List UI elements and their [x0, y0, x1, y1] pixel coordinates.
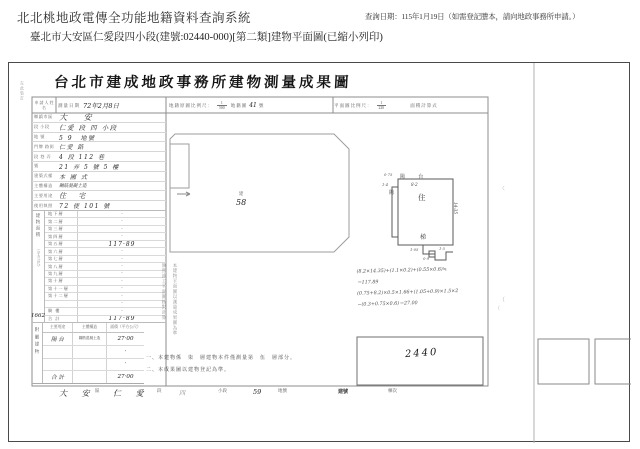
floor-area-row	[45, 211, 166, 218]
annex-structure	[73, 359, 107, 371]
strip-building-label: 棟次	[388, 388, 397, 393]
vertical-notes	[159, 263, 181, 347]
floor-area-table	[32, 210, 166, 323]
strip-lot-label: 地號	[278, 388, 287, 393]
floor-label: 第五層	[45, 241, 78, 247]
floor-label	[45, 301, 78, 307]
scan-preview	[8, 62, 630, 442]
annex-row	[43, 346, 144, 359]
floor-area-row	[45, 301, 166, 308]
floor-area-row	[45, 218, 166, 225]
floor-area-value: ·	[121, 286, 123, 292]
field-label: 主要用途	[34, 192, 53, 198]
annex-use: 陽 台	[43, 333, 73, 345]
floor-label: 第四層	[45, 233, 78, 239]
field-value: 仁愛 段 四 小段	[59, 123, 118, 132]
map-sheet-label: 地籍圖	[230, 102, 248, 108]
binding-mark: 在此裝訂	[20, 81, 25, 101]
formula-line: (0.75+8.2)×0.5×1.66+(1.05+0.9)×1.5×2	[357, 289, 459, 297]
footnote-line: 一、本建物係 柒 層建物本件僅測量第 伍 層部分。	[146, 356, 297, 361]
annex-row	[43, 359, 144, 372]
bottom-strip	[9, 385, 631, 399]
floor-area-value: ·	[121, 256, 123, 262]
field-value: 5 9 地號	[59, 134, 96, 142]
dim-top-left-1: 0·75	[384, 172, 393, 177]
map-sheet-unit: 號	[258, 102, 265, 108]
stair-label: 梯	[420, 235, 427, 241]
site-lot-number: 58	[236, 198, 247, 207]
floor-label: 合 計	[45, 316, 78, 322]
field-row	[32, 152, 166, 162]
floor-label: 第六層	[45, 248, 78, 254]
floor-area-value: ·	[121, 219, 123, 225]
floor-area-value: ·	[121, 293, 123, 299]
annex-structure	[73, 371, 107, 383]
floor-label: 第二層	[45, 218, 78, 224]
floor-area-row	[45, 308, 166, 315]
annex-header-structure: 主體構造	[73, 323, 107, 332]
field-value: 鋼筋混凝土造	[59, 183, 87, 189]
unit-label: 住	[418, 193, 426, 202]
area-formulas	[356, 266, 489, 309]
stray-mark-3: （	[495, 307, 501, 312]
form-title: 台北市建成地政事務所建物測量成果圖	[53, 75, 352, 91]
floor-label: 第九層	[45, 271, 78, 277]
site-plan-outline	[170, 134, 349, 252]
floor-area-value: 117·89	[108, 240, 136, 248]
formula-line: −(0.3+0.75×0.6)＝27.00	[357, 301, 418, 308]
applicant-label: 申請人姓名	[34, 100, 55, 110]
balcony-left-label: 陽	[389, 191, 395, 196]
stray-mark-1: く	[501, 187, 507, 192]
floor-area-row	[45, 278, 166, 285]
field-label: 鄉鎮市區	[34, 114, 53, 120]
annex-header-row	[43, 323, 144, 333]
site-lot-prefix: 建	[238, 191, 244, 196]
field-row	[32, 191, 166, 201]
floor-area-row	[45, 226, 166, 233]
dim-top-left-2: 1·4	[382, 182, 389, 187]
formula-line: (8.2×14.35)+(1.1×0.2)+(0.55×0.6)≒	[356, 267, 447, 275]
footnotes	[146, 354, 346, 378]
annex-use	[43, 359, 73, 371]
floor-area-unit-label: （平方公尺）	[37, 247, 41, 269]
app-title: 北北桃地政電傳全功能地籍資料查詢系統	[17, 11, 252, 25]
field-value: 大 安	[59, 113, 99, 122]
cadastral-scale-label: 地籍原圖比例尺：	[169, 102, 213, 108]
building-serial-number: 2440	[404, 346, 439, 361]
vertical-note-line: 本建物平面圖以測量成果圖為準	[173, 263, 178, 336]
floor-area-row	[45, 316, 166, 322]
field-label: 地 號	[34, 133, 45, 139]
serial-box	[357, 337, 483, 385]
plan-scale-fraction: $\frac{1}{220}$	[378, 100, 385, 110]
field-label: 建築式樣	[34, 173, 53, 179]
field-value: 仁愛 路	[59, 144, 85, 152]
field-label: 主體構造	[34, 182, 53, 188]
annex-row	[43, 371, 144, 383]
annex-use: 合 計	[43, 371, 73, 383]
strip-subsection-label: 小段	[218, 388, 227, 393]
balcony-label: 陽 台	[400, 175, 430, 180]
site-lot-label	[236, 190, 246, 206]
floor-area-row	[45, 286, 166, 293]
strip-subsection-value: 四	[179, 390, 186, 397]
field-row	[32, 123, 166, 133]
field-row	[32, 133, 166, 143]
floor-area-row	[45, 271, 166, 278]
field-row	[32, 162, 166, 172]
map-sheet-number: 41	[249, 102, 257, 109]
case-number: 1662	[31, 313, 45, 319]
field-label: 段 巷 弄	[34, 153, 52, 159]
floor-area-side-label: 建物面積	[36, 213, 41, 239]
plan-scale-cell	[334, 98, 488, 113]
floor-area-value: ·	[121, 271, 123, 277]
floor-area-side-strip	[32, 211, 45, 322]
vertical-note-line: 執照竣工平面圖核對計算	[162, 263, 167, 321]
floor-label: 第十二層	[45, 293, 78, 299]
floor-area-value: ·	[121, 308, 123, 314]
field-label: 門牌 路街	[34, 143, 55, 149]
annex-area: ·	[124, 361, 127, 368]
blank-box-2	[595, 339, 631, 384]
floor-area-row	[45, 293, 166, 300]
dim-notch-1: 1·05	[410, 247, 419, 252]
field-label: 段 小段	[34, 124, 50, 130]
field-value: 本 國 式	[59, 173, 89, 181]
floor-area-row	[45, 256, 166, 263]
annex-header-area: 面積（平方公尺）	[110, 325, 141, 329]
floor-label: 第十一層	[45, 286, 78, 292]
cadastral-scale-fraction: $\frac{1}{500}$	[219, 100, 225, 110]
annex-structure	[73, 346, 107, 358]
annex-area: ·	[124, 348, 127, 355]
annex-structure: 鋼筋混凝土造	[73, 333, 107, 345]
floor-label: 第十層	[45, 278, 78, 284]
floor-area-row	[45, 263, 166, 270]
floor-area-value: ·	[121, 264, 123, 270]
area-formula-label: 面積計算式	[410, 102, 438, 108]
field-row	[32, 142, 166, 152]
dim-notch-2: 0·9	[423, 256, 430, 261]
field-row	[32, 201, 166, 210]
strip-serial-label: 建號	[338, 390, 349, 395]
strip-district-label: 區	[95, 388, 100, 393]
floor-area-value: ·	[121, 211, 123, 217]
building-fields	[32, 113, 166, 210]
floor-label: 騎 樓	[45, 308, 78, 314]
floor-area-row	[45, 248, 166, 255]
floor-area-value: ·	[121, 301, 123, 307]
dim-top: 8·2	[411, 182, 418, 187]
strip-section-label: 段	[157, 388, 162, 393]
blank-box-1	[538, 339, 589, 384]
doc-subtitle: 臺北市大安區仁愛段四小段(建號:02440-000)[第二類]建物平面圖(已縮小列印)	[30, 32, 383, 43]
floor-label: 地下層	[45, 211, 78, 217]
stray-mark-2: （	[499, 298, 506, 304]
dim-right: 14·35	[453, 202, 458, 214]
field-value: 21 弄 5 號 5 樓	[59, 163, 120, 171]
plan-scale-label: 平面圖比例尺：	[334, 102, 373, 108]
floor-label: 第七層	[45, 256, 78, 262]
floor-area-value: 117·89	[108, 315, 136, 323]
annex-use	[43, 346, 73, 358]
floor-area-value: ·	[121, 226, 123, 232]
annex-area: 27·00	[117, 335, 134, 342]
query-date: 查詢日期：115年1月19日（如需登記謄本，請向地政事務所申請。）	[365, 12, 580, 21]
floor-area-row	[45, 241, 166, 248]
footnote-line: 二、本成果圖以建物登記為準。	[146, 368, 231, 373]
annex-side-label: 附屬建物	[35, 327, 40, 357]
field-label: 使用執照	[34, 202, 53, 208]
survey-date-cell	[58, 98, 166, 113]
survey-date-value: 72年2月8日	[83, 102, 120, 110]
annex-table	[32, 323, 144, 384]
cadastral-scale-cell	[169, 98, 333, 113]
annex-row	[43, 333, 144, 346]
dim-notch-3: 1·5	[439, 246, 446, 251]
strip-section-value: 仁 愛	[113, 389, 150, 398]
floor-label: 第三層	[45, 226, 78, 232]
field-row	[32, 113, 166, 123]
strip-district-value: 大 安	[59, 389, 96, 398]
annex-area: 27·00	[117, 374, 134, 381]
field-value: 72 使 101 號	[59, 203, 111, 210]
annex-header-use: 主要用途	[43, 323, 73, 332]
floor-area-value: ·	[121, 234, 123, 240]
field-row	[32, 172, 166, 182]
annex-side-strip	[32, 323, 43, 383]
field-row	[32, 182, 166, 192]
survey-date-label: 測量日期	[58, 102, 80, 108]
formula-line: ＝117.89	[356, 280, 379, 286]
floor-area-row	[45, 233, 166, 240]
field-value: 住 宅	[59, 191, 91, 200]
floor-area-value: ·	[121, 278, 123, 284]
floor-area-value: ·	[121, 249, 123, 255]
strip-lot-value: 59	[253, 388, 262, 396]
field-value: 4 段 112 巷	[59, 154, 106, 162]
floor-label: 第八層	[45, 263, 78, 269]
field-label: 號	[34, 163, 39, 169]
